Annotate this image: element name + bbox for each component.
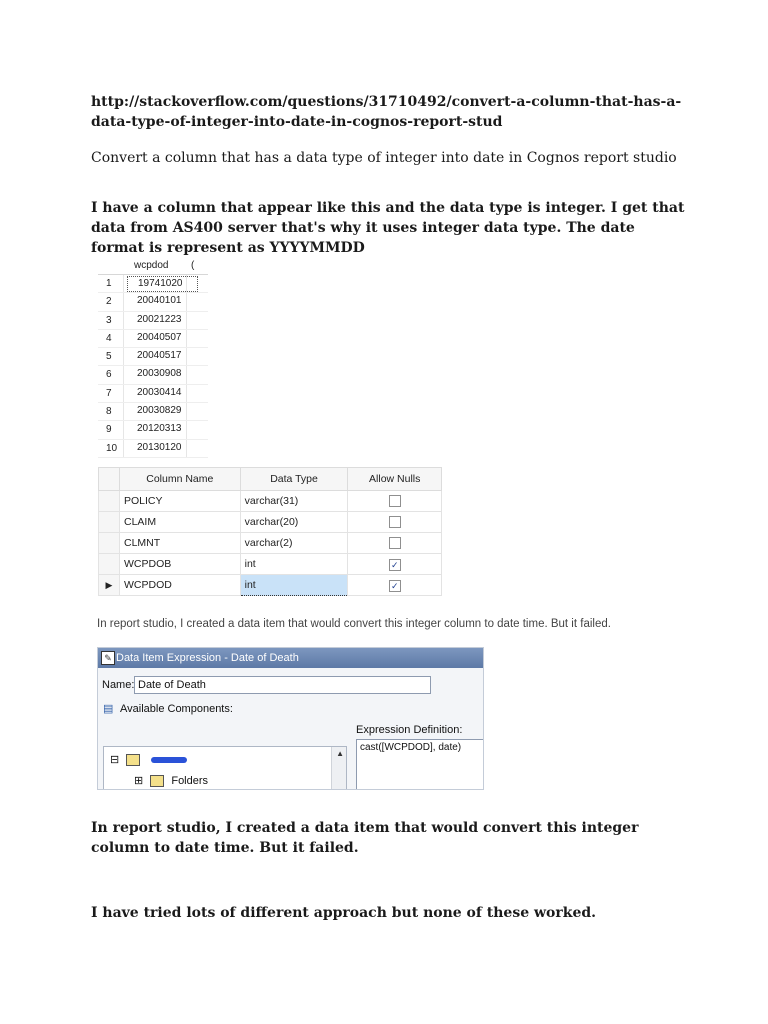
question-url[interactable]: http://stackoverflow.com/questions/31710492/convert-a-column-that-has-a-data-type-of-integer-into-date-in-cognos-report-stud: [91, 94, 682, 130]
screenshot-caption: In report studio, I created a data item that would convert this integer column to date time. But it failed.: [97, 618, 611, 630]
header-allow-nulls: Allow Nulls: [348, 468, 442, 491]
scroll-up-icon[interactable]: ▲: [336, 749, 344, 758]
grid-row: [98, 312, 208, 330]
designer-row[interactable]: [99, 533, 442, 554]
grid-cell[interactable]: 20030908: [137, 368, 182, 380]
data-type-cell[interactable]: varchar(2): [240, 533, 348, 554]
grid-separator: [123, 312, 124, 329]
grid-column-header-extra: (: [191, 260, 195, 271]
grid-cell[interactable]: 20040517: [137, 350, 182, 362]
grid-cell[interactable]: 20030829: [137, 405, 182, 417]
column-name-cell[interactable]: POLICY: [120, 491, 241, 512]
grid-row: [98, 403, 208, 421]
grid-cell[interactable]: 20040101: [137, 295, 182, 307]
row-number: 10: [106, 442, 118, 454]
dialog-title-bar: [98, 648, 483, 668]
grid-cell[interactable]: 20040507: [137, 331, 182, 343]
grid-separator: [123, 330, 124, 347]
column-name-cell[interactable]: CLAIM: [120, 512, 241, 533]
allow-nulls-checkbox[interactable]: ✓: [389, 580, 401, 592]
row-selector[interactable]: [99, 554, 120, 575]
row-selector[interactable]: [99, 491, 120, 512]
grid-separator: [123, 366, 124, 383]
grid-row: [98, 293, 208, 311]
table-designer: [98, 467, 442, 597]
tree-root-node[interactable]: [110, 753, 187, 766]
row-number: 8: [106, 406, 112, 418]
grid-row: [98, 440, 208, 458]
grid-cell[interactable]: 20130120: [137, 441, 182, 453]
grid-separator: [123, 403, 124, 420]
available-components-icon: ▤: [103, 703, 114, 715]
grid-cell[interactable]: 20120313: [137, 423, 182, 435]
allow-nulls-cell: [348, 554, 442, 575]
results-grid: [98, 258, 208, 458]
row-number: 3: [106, 314, 112, 326]
column-name-cell[interactable]: WCPDOB: [120, 554, 241, 575]
tree-folders-node[interactable]: [134, 774, 208, 787]
header-data-type: Data Type: [240, 468, 348, 491]
expand-icon[interactable]: ⊞: [134, 775, 144, 787]
expression-definition-label: Expression Definition:: [356, 724, 463, 736]
grid-separator: [123, 348, 124, 365]
dialog-title: Data Item Expression - Date of Death: [116, 652, 299, 664]
row-number: 6: [106, 369, 112, 381]
allow-nulls-cell: [348, 491, 442, 512]
available-components-label: Available Components:: [120, 703, 233, 715]
tree-scrollbar[interactable]: [331, 747, 346, 790]
row-selector[interactable]: ▶: [99, 575, 120, 596]
name-label: Name:: [102, 679, 135, 691]
grid-row: [98, 366, 208, 384]
grid-separator: [123, 275, 124, 292]
intro-paragraph: I have a column that appear like this and the data type is integer. I get that data from AS400 server that's why it uses integer data type. The date format is represent as YYYYMMDD: [91, 200, 685, 256]
allow-nulls-cell: [348, 575, 442, 596]
row-number: 5: [106, 351, 112, 363]
grid-separator: [123, 293, 124, 310]
name-input[interactable]: Date of Death: [134, 676, 431, 694]
column-name-cell[interactable]: CLMNT: [120, 533, 241, 554]
components-tree[interactable]: [103, 746, 347, 790]
row-number: 7: [106, 387, 112, 399]
allow-nulls-cell: [348, 533, 442, 554]
allow-nulls-cell: [348, 512, 442, 533]
failed-paragraph: In report studio, I created a data item that would convert this integer column to date time. But it failed.: [91, 820, 639, 856]
column-name-cell[interactable]: WCPDOD: [120, 575, 241, 596]
grid-row: [98, 330, 208, 348]
allow-nulls-checkbox[interactable]: [389, 516, 401, 528]
row-number: 2: [106, 296, 112, 308]
grid-row: [98, 421, 208, 439]
row-number: 1: [106, 278, 112, 289]
data-type-cell[interactable]: int: [240, 575, 348, 596]
grid-cell[interactable]: 19741020: [127, 276, 198, 292]
expression-dialog: [97, 647, 484, 790]
collapse-icon[interactable]: ⊟: [110, 754, 120, 766]
designer-row[interactable]: [99, 491, 442, 512]
expression-definition-input[interactable]: cast([WCPDOD], date): [356, 739, 484, 790]
allow-nulls-checkbox[interactable]: ✓: [389, 559, 401, 571]
grid-header: [98, 258, 208, 275]
grid-column-header: wcpdod: [134, 260, 169, 271]
row-selector[interactable]: [99, 512, 120, 533]
grid-row: [98, 275, 208, 293]
allow-nulls-checkbox[interactable]: [389, 495, 401, 507]
allow-nulls-checkbox[interactable]: [389, 537, 401, 549]
header-column-name: Column Name: [120, 468, 241, 491]
question-title: Convert a column that has a data type of integer into date in Cognos report studio: [91, 150, 677, 166]
data-type-cell[interactable]: varchar(20): [240, 512, 348, 533]
grid-cell[interactable]: 20021223: [137, 313, 182, 325]
designer-row[interactable]: [99, 512, 442, 533]
redacted-package-name: [151, 757, 187, 763]
row-number: 9: [106, 424, 112, 436]
designer-marker-header: [99, 468, 120, 491]
row-selector[interactable]: [99, 533, 120, 554]
data-type-cell[interactable]: varchar(31): [240, 491, 348, 512]
package-icon: [126, 754, 140, 766]
grid-row: [98, 385, 208, 403]
grid-separator: [123, 421, 124, 438]
closing-paragraph: I have tried lots of different approach but none of these worked.: [91, 905, 597, 921]
folders-label: Folders: [171, 775, 209, 787]
designer-row[interactable]: [99, 554, 442, 575]
row-number: 4: [106, 332, 112, 344]
grid-cell[interactable]: 20030414: [137, 386, 182, 398]
data-type-cell[interactable]: int: [240, 554, 348, 575]
grid-row: [98, 348, 208, 366]
grid-separator: [123, 385, 124, 402]
folder-icon: [150, 775, 164, 787]
expression-edit-icon: ✎: [101, 651, 115, 665]
grid-separator: [123, 440, 124, 457]
designer-row[interactable]: [99, 575, 442, 596]
